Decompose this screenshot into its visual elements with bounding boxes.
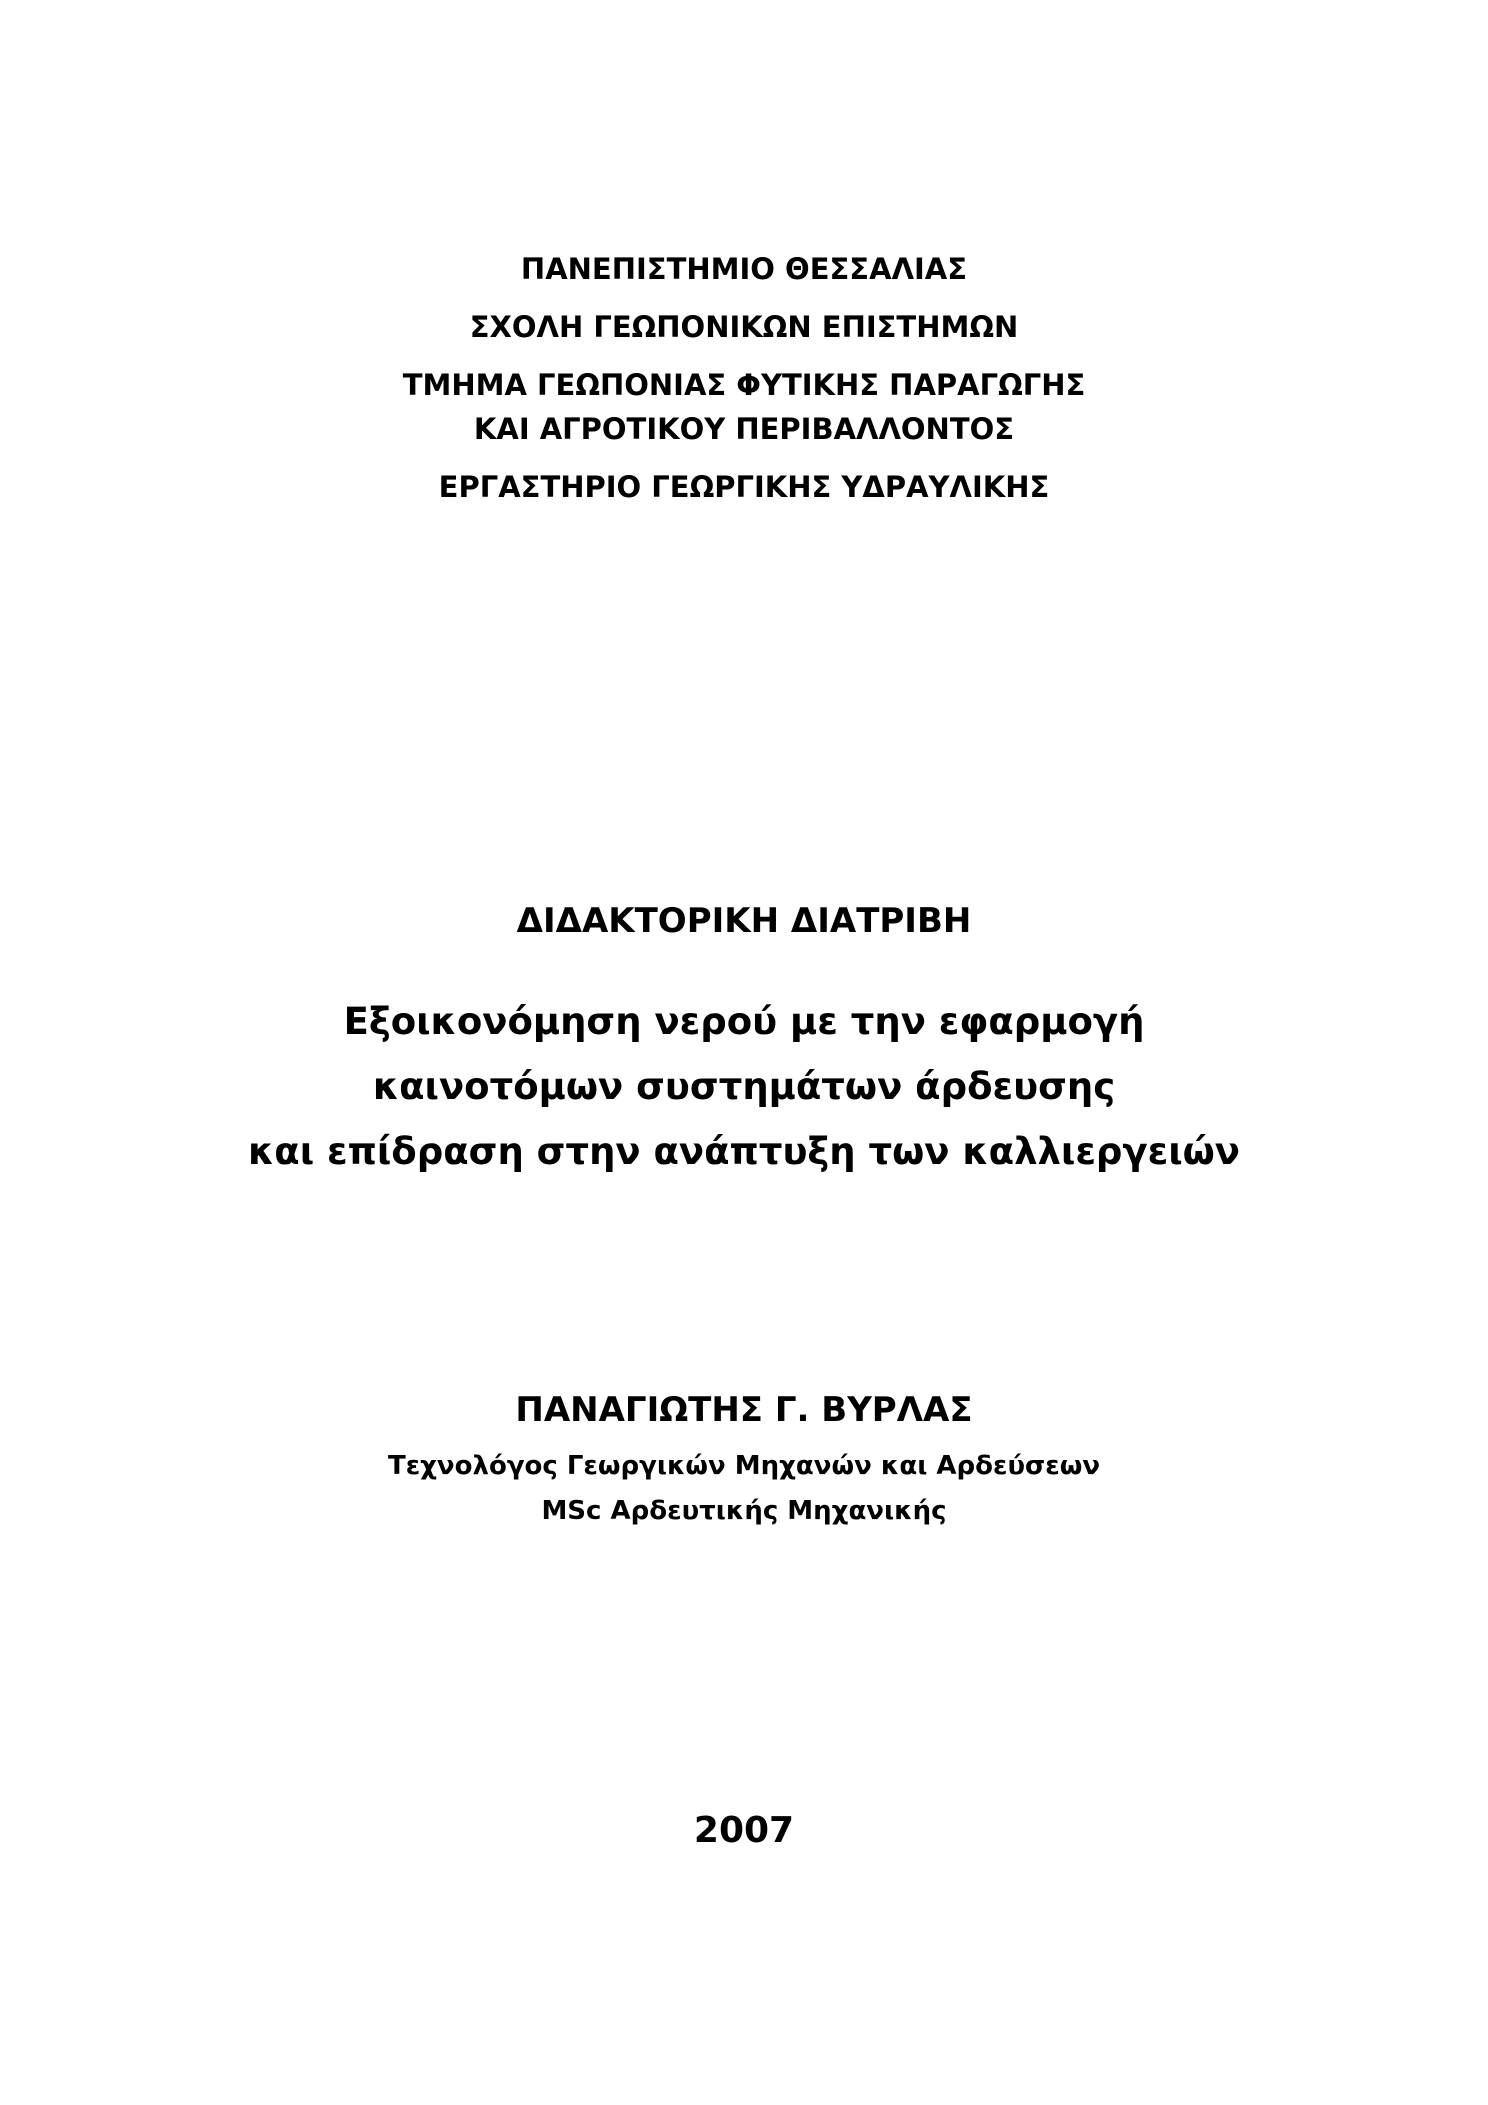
author-credential-1: Τεχνολόγος Γεωργικών Μηχανών και Αρδεύσεων [387,1451,1101,1481]
document-type: ΔΙΔΑΚΤΟΡΙΚΗ ΔΙΑΤΡΙΒΗ [516,901,972,941]
thesis-title-line-1: Εξοικονόμηση νερού με την εφαρμογή [343,1000,1145,1043]
school-name: ΣΧΟΛΗ ΓΕΩΠΟΝΙΚΩΝ ΕΠΙΣΤΗΜΩΝ [469,310,1019,344]
author-name: ΠΑΝΑΓΙΩΤΗΣ Γ. ΒΥΡΛΑΣ [515,1390,973,1430]
university-name: ΠΑΝΕΠΙΣΤΗΜΙΟ ΘΕΣΣΑΛΙΑΣ [520,252,968,286]
department-name-line-2: ΚΑΙ ΑΓΡΟΤΙΚΟΥ ΠΕΡΙΒΑΛΛΟΝΤΟΣ [473,412,1015,446]
thesis-title-line-2: καινοτόμων συστημάτων άρδευσης [372,1065,1116,1108]
thesis-title-line-3: και επίδραση στην ανάπτυξη των καλλιεργειών [248,1130,1240,1173]
department-name-line-1: ΤΜΗΜΑ ΓΕΩΠΟΝΙΑΣ ΦΥΤΙΚΗΣ ΠΑΡΑΓΩΓΗΣ [402,368,1086,402]
publication-year: 2007 [693,1810,795,1851]
laboratory-name: ΕΡΓΑΣΤΗΡΙΟ ΓΕΩΡΓΙΚΗΣ ΥΔΡΑΥΛΙΚΗΣ [438,470,1050,504]
author-credential-2: MSc Αρδευτικής Μηχανικής [541,1496,947,1526]
